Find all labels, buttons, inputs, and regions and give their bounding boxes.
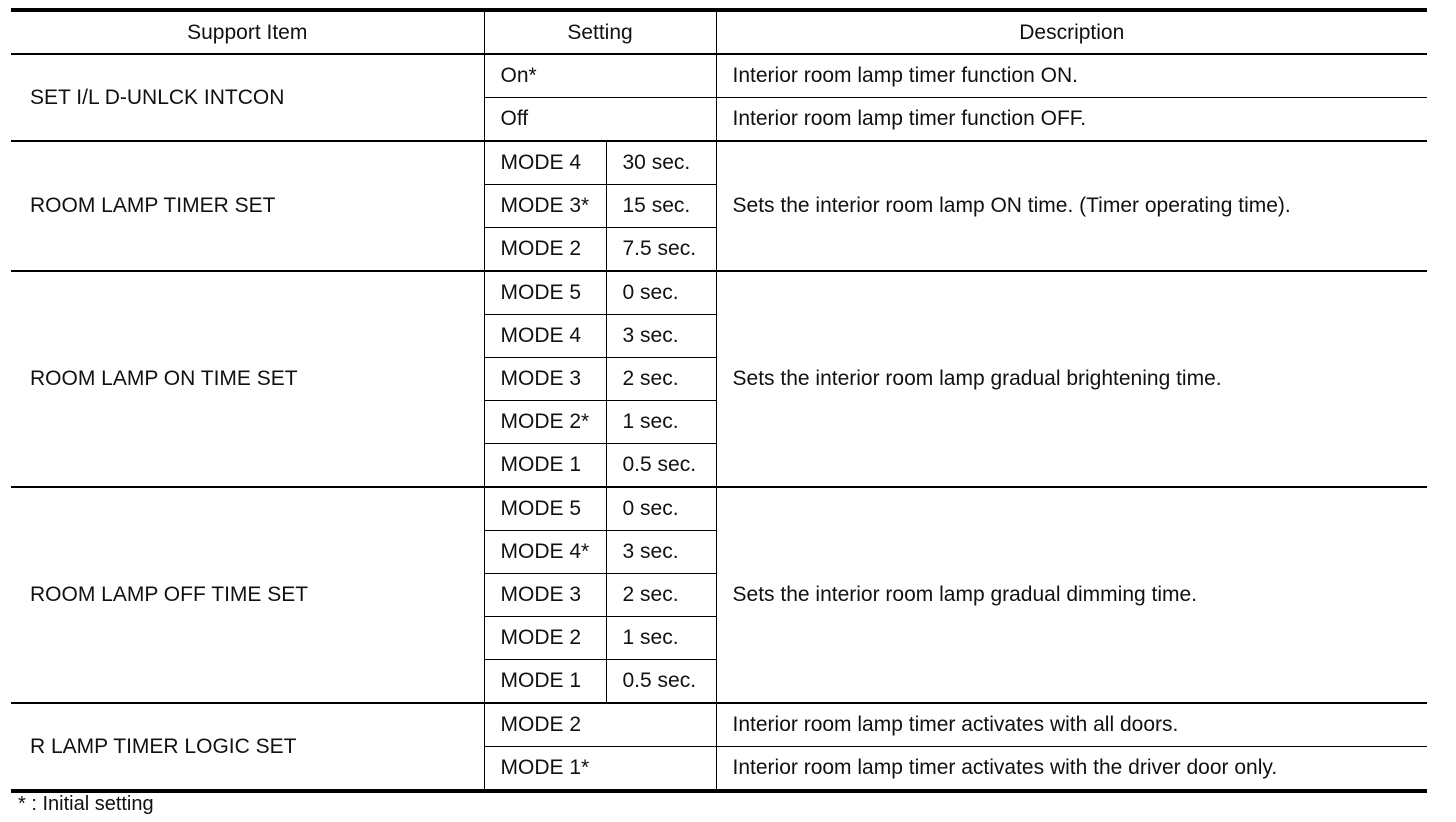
support-item-table bbox=[11, 8, 1427, 793]
mode-cell: MODE 2* bbox=[484, 401, 606, 444]
value-cell: 0.5 sec. bbox=[606, 660, 716, 704]
setting-cell: MODE 1* bbox=[484, 747, 716, 792]
table-row bbox=[11, 54, 1427, 98]
description-cell: Sets the interior room lamp gradual dimming time. bbox=[716, 487, 1427, 703]
value-cell: 7.5 sec. bbox=[606, 228, 716, 272]
value-cell: 0.5 sec. bbox=[606, 444, 716, 488]
table-row bbox=[11, 703, 1427, 747]
table-row bbox=[11, 271, 1427, 315]
support-item-cell: ROOM LAMP OFF TIME SET bbox=[11, 487, 484, 703]
mode-cell: MODE 4 bbox=[484, 141, 606, 185]
mode-cell: MODE 1 bbox=[484, 660, 606, 704]
mode-cell: MODE 3 bbox=[484, 574, 606, 617]
header-row bbox=[11, 10, 1427, 54]
mode-cell: MODE 5 bbox=[484, 487, 606, 531]
description-cell: Interior room lamp timer activates with the driver door only. bbox=[716, 747, 1427, 792]
header-support-item: Support Item bbox=[11, 10, 484, 54]
mode-cell: MODE 3 bbox=[484, 358, 606, 401]
mode-cell: MODE 5 bbox=[484, 271, 606, 315]
description-cell: Interior room lamp timer function ON. bbox=[716, 54, 1427, 98]
support-item-cell: R LAMP TIMER LOGIC SET bbox=[11, 703, 484, 791]
support-item-cell: SET I/L D-UNLCK INTCON bbox=[11, 54, 484, 141]
value-cell: 1 sec. bbox=[606, 617, 716, 660]
setting-cell: MODE 2 bbox=[484, 703, 716, 747]
mode-cell: MODE 3* bbox=[484, 185, 606, 228]
mode-cell: MODE 4* bbox=[484, 531, 606, 574]
description-cell: Sets the interior room lamp gradual brightening time. bbox=[716, 271, 1427, 487]
setting-cell: Off bbox=[484, 98, 716, 142]
description-cell: Interior room lamp timer function OFF. bbox=[716, 98, 1427, 142]
value-cell: 3 sec. bbox=[606, 315, 716, 358]
setting-cell: On* bbox=[484, 54, 716, 98]
table-row bbox=[11, 141, 1427, 185]
value-cell: 2 sec. bbox=[606, 358, 716, 401]
header-description: Description bbox=[716, 10, 1427, 54]
value-cell: 2 sec. bbox=[606, 574, 716, 617]
value-cell: 0 sec. bbox=[606, 271, 716, 315]
value-cell: 1 sec. bbox=[606, 401, 716, 444]
mode-cell: MODE 2 bbox=[484, 617, 606, 660]
value-cell: 3 sec. bbox=[606, 531, 716, 574]
support-item-cell: ROOM LAMP TIMER SET bbox=[11, 141, 484, 271]
value-cell: 0 sec. bbox=[606, 487, 716, 531]
mode-cell: MODE 1 bbox=[484, 444, 606, 488]
description-cell: Sets the interior room lamp ON time. (Timer operating time). bbox=[716, 141, 1427, 271]
header-setting: Setting bbox=[484, 10, 716, 54]
support-item-cell: ROOM LAMP ON TIME SET bbox=[11, 271, 484, 487]
footnote: * : Initial setting bbox=[18, 793, 154, 815]
mode-cell: MODE 4 bbox=[484, 315, 606, 358]
value-cell: 15 sec. bbox=[606, 185, 716, 228]
value-cell: 30 sec. bbox=[606, 141, 716, 185]
table-row bbox=[11, 487, 1427, 531]
mode-cell: MODE 2 bbox=[484, 228, 606, 272]
description-cell: Interior room lamp timer activates with all doors. bbox=[716, 703, 1427, 747]
